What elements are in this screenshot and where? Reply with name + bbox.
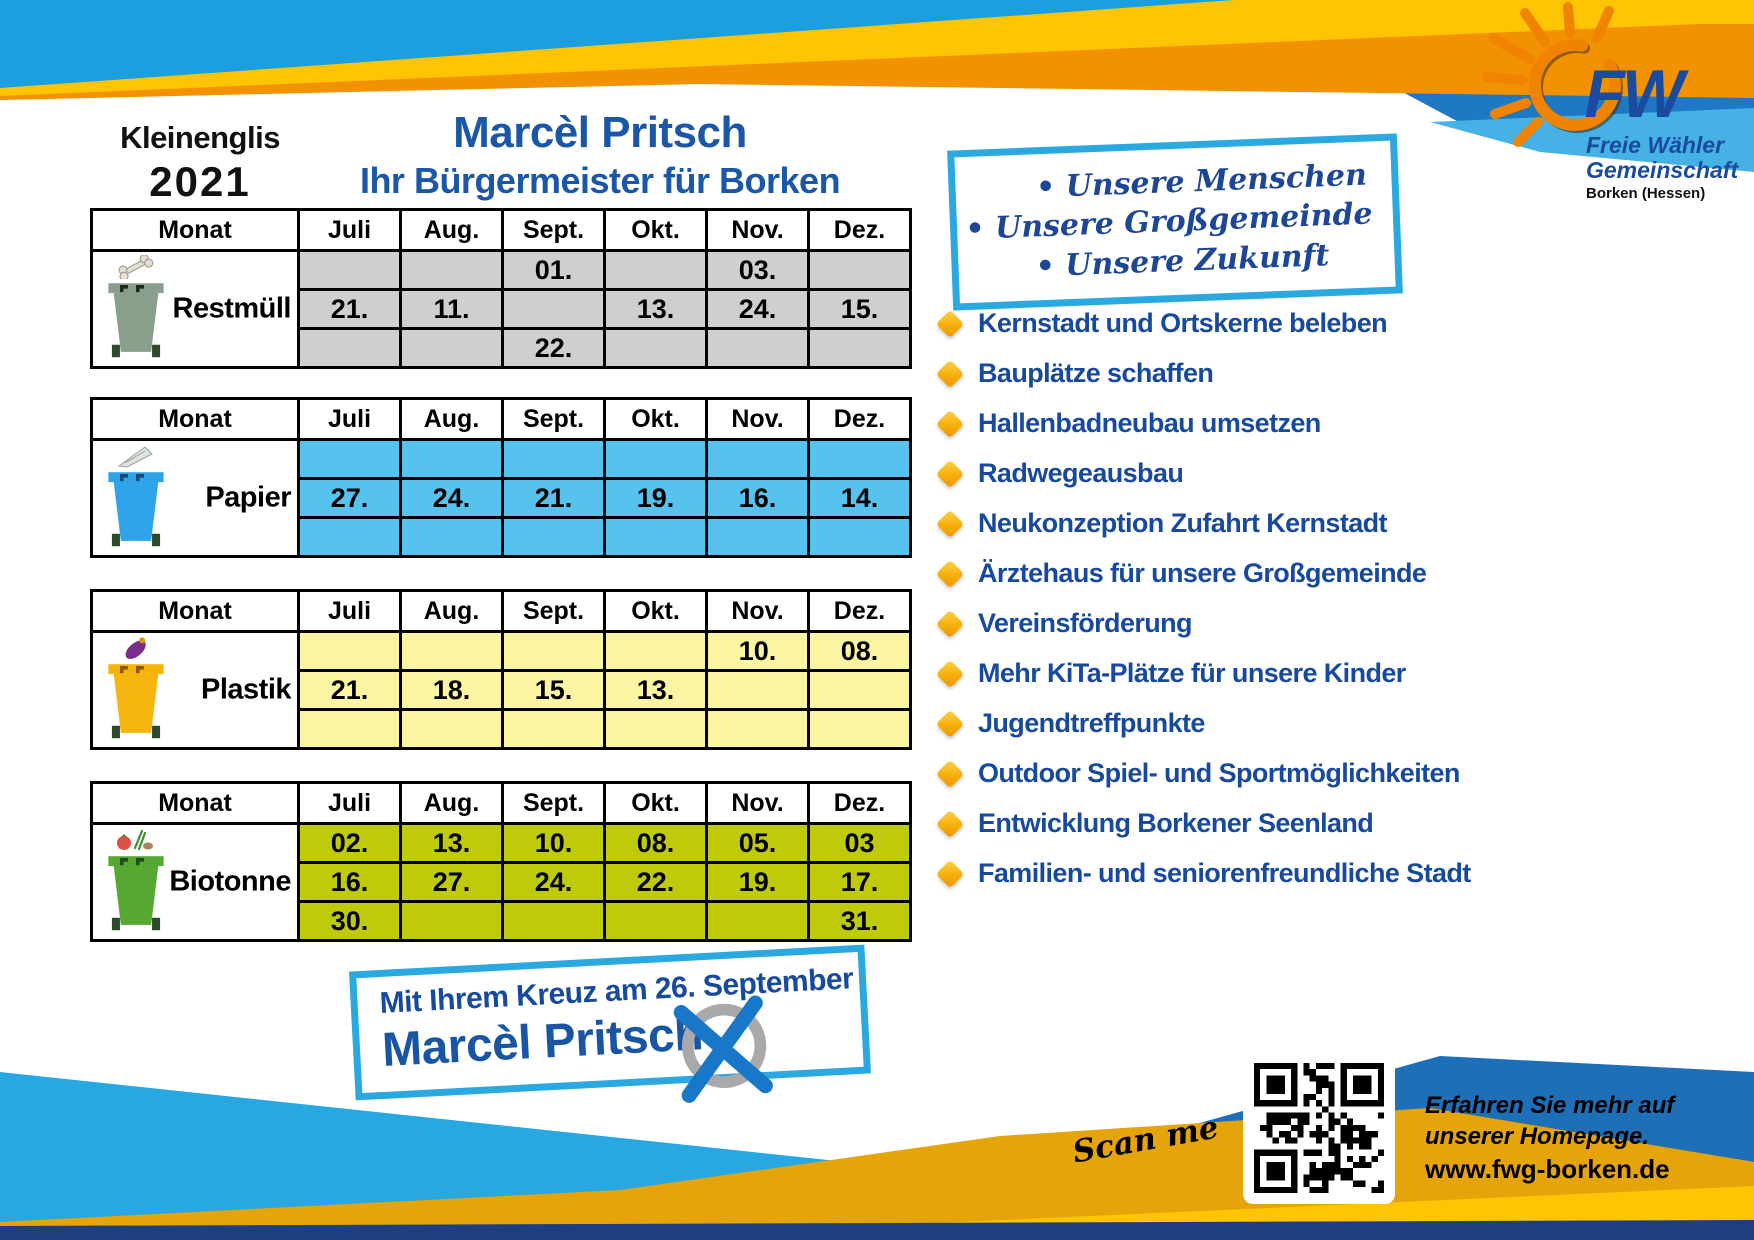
date-cell xyxy=(708,330,807,366)
issue-text: Hallenbadneubau umsetzen xyxy=(978,408,1321,438)
date-cell: 18. xyxy=(402,672,501,708)
issue-text: Ärztehaus für unsere Großgemeinde xyxy=(978,558,1427,588)
issue-text: Outdoor Spiel- und Sportmöglichkeiten xyxy=(978,758,1460,788)
diamond-bullet-icon xyxy=(936,859,964,887)
issue-item xyxy=(940,308,1520,339)
date-cell: 16. xyxy=(300,864,399,900)
slogan-line: • Unsere Zukunft xyxy=(1035,237,1330,286)
date-cell xyxy=(504,633,603,669)
month-header: Aug. xyxy=(402,400,501,438)
diamond-bullet-icon xyxy=(936,359,964,387)
month-header: Dez. xyxy=(810,211,909,249)
diamond-bullet-icon xyxy=(936,709,964,737)
date-cell: 17. xyxy=(810,864,909,900)
month-header: Sept. xyxy=(504,211,603,249)
cta-line2: Marcèl Pritsch xyxy=(380,1007,705,1077)
biotonne-bin-icon xyxy=(103,847,169,935)
month-header: Sept. xyxy=(504,400,603,438)
date-cell xyxy=(708,672,807,708)
date-cell xyxy=(402,903,501,939)
date-cell xyxy=(402,633,501,669)
date-cell xyxy=(708,903,807,939)
bin-label: Biotonne xyxy=(169,865,291,898)
date-cell: 03 xyxy=(810,825,909,861)
homepage-url: www.fwg-borken.de xyxy=(1425,1154,1670,1185)
date-cell: 24. xyxy=(708,291,807,327)
date-cell: 05. xyxy=(708,825,807,861)
date-cell: 27. xyxy=(300,480,399,516)
issue-text: Radwegeausbau xyxy=(978,458,1184,488)
bin-cell xyxy=(93,825,297,939)
calendar-table-papier xyxy=(90,397,912,558)
date-cell: 19. xyxy=(606,480,705,516)
date-cell xyxy=(300,441,399,477)
month-column-header: Monat xyxy=(93,784,297,822)
date-cell xyxy=(606,711,705,747)
diamond-bullet-icon xyxy=(936,409,964,437)
month-header: Nov. xyxy=(708,211,807,249)
bin-cell xyxy=(93,252,297,366)
month-header: Aug. xyxy=(402,784,501,822)
date-cell: 19. xyxy=(708,864,807,900)
month-column-header: Monat xyxy=(93,211,297,249)
month-header: Aug. xyxy=(402,211,501,249)
fw-org-city: Borken (Hessen) xyxy=(1586,184,1706,202)
date-cell xyxy=(606,519,705,555)
calendar-table-restmuell xyxy=(90,208,912,369)
date-cell xyxy=(606,330,705,366)
issue-text: Neukonzeption Zufahrt Kernstadt xyxy=(978,508,1387,538)
date-cell xyxy=(504,903,603,939)
month-header: Nov. xyxy=(708,784,807,822)
date-cell: 24. xyxy=(402,480,501,516)
date-cell: 15. xyxy=(504,672,603,708)
scan-me-label: Scan me xyxy=(1069,1109,1222,1171)
date-cell xyxy=(708,711,807,747)
date-cell: 16. xyxy=(708,480,807,516)
bin-label: Restmüll xyxy=(172,292,291,325)
ballot-cross-icon xyxy=(654,978,791,1115)
month-header: Juli xyxy=(300,784,399,822)
date-cell: 13. xyxy=(606,291,705,327)
month-header: Sept. xyxy=(504,784,603,822)
fw-org-line2: Gemeinschaft xyxy=(1586,156,1739,183)
bin-cell xyxy=(93,441,297,555)
date-cell xyxy=(810,672,909,708)
month-column-header: Monat xyxy=(93,400,297,438)
date-cell xyxy=(810,441,909,477)
month-header: Juli xyxy=(300,211,399,249)
issue-text: Kernstadt und Ortskerne beleben xyxy=(978,308,1387,338)
issue-text: Mehr KiTa-Plätze für unsere Kinder xyxy=(978,658,1406,688)
date-cell xyxy=(810,711,909,747)
month-header: Dez. xyxy=(810,784,909,822)
calendar-table-biotonne xyxy=(90,781,912,942)
month-header: Aug. xyxy=(402,592,501,630)
date-cell: 22. xyxy=(504,330,603,366)
place-name: Kleinenglis xyxy=(120,120,280,155)
diamond-bullet-icon xyxy=(936,559,964,587)
diamond-bullet-icon xyxy=(936,809,964,837)
date-cell: 15. xyxy=(810,291,909,327)
fw-logo-text: FW xyxy=(1584,56,1682,132)
bin-label: Plastik xyxy=(201,673,291,706)
page-title: Marcèl Pritsch xyxy=(453,108,747,157)
issue-text: Familien- und seniorenfreundliche Stadt xyxy=(978,858,1471,888)
date-cell: 10. xyxy=(708,633,807,669)
month-header: Juli xyxy=(300,592,399,630)
issue-text: Entwicklung Borkener Seenland xyxy=(978,808,1374,838)
page-subtitle: Ihr Bürgermeister für Borken xyxy=(359,160,841,201)
month-header: Okt. xyxy=(606,784,705,822)
issue-list xyxy=(940,308,1520,889)
date-cell: 11. xyxy=(402,291,501,327)
bin-label: Papier xyxy=(205,481,291,514)
homepage-line1: Erfahren Sie mehr auf xyxy=(1425,1092,1675,1119)
date-cell xyxy=(810,330,909,366)
qr-code xyxy=(1243,1052,1395,1204)
place-block xyxy=(92,120,308,206)
date-cell xyxy=(606,903,705,939)
issue-item xyxy=(940,658,1520,689)
date-cell: 02. xyxy=(300,825,399,861)
date-cell xyxy=(708,519,807,555)
papier-bin-icon xyxy=(103,463,169,551)
date-cell: 01. xyxy=(504,252,603,288)
diamond-bullet-icon xyxy=(936,309,964,337)
cta-sign xyxy=(349,945,871,1101)
slogan-line: • Unsere Menschen xyxy=(1035,156,1367,206)
diamond-bullet-icon xyxy=(936,509,964,537)
issue-item xyxy=(940,758,1520,789)
date-cell: 08. xyxy=(810,633,909,669)
date-cell xyxy=(402,330,501,366)
date-cell xyxy=(606,441,705,477)
diamond-bullet-icon xyxy=(936,659,964,687)
issue-item xyxy=(940,358,1520,389)
date-cell xyxy=(810,252,909,288)
month-header: Sept. xyxy=(504,592,603,630)
date-cell: 14. xyxy=(810,480,909,516)
month-header: Dez. xyxy=(810,592,909,630)
issue-item xyxy=(940,608,1520,639)
month-header: Okt. xyxy=(606,400,705,438)
date-cell xyxy=(810,519,909,555)
date-cell xyxy=(708,441,807,477)
date-cell: 13. xyxy=(402,825,501,861)
date-cell: 21. xyxy=(300,291,399,327)
slogan-line: • Unsere Großgemeinde xyxy=(965,196,1373,249)
diamond-bullet-icon xyxy=(936,759,964,787)
slogan-box xyxy=(947,133,1403,310)
date-cell xyxy=(402,252,501,288)
date-cell xyxy=(402,711,501,747)
issue-item xyxy=(940,508,1520,539)
issue-item xyxy=(940,458,1520,489)
issue-item xyxy=(940,408,1520,439)
issue-text: Bauplätze schaffen xyxy=(978,358,1214,388)
date-cell: 10. xyxy=(504,825,603,861)
date-cell: 24. xyxy=(504,864,603,900)
calendar-table-plastik xyxy=(90,589,912,750)
fw-org-block xyxy=(1586,133,1738,202)
month-header: Okt. xyxy=(606,592,705,630)
date-cell: 13. xyxy=(606,672,705,708)
date-cell xyxy=(300,519,399,555)
date-cell xyxy=(606,252,705,288)
issue-item xyxy=(940,808,1520,839)
restmuell-bin-icon xyxy=(103,274,169,362)
homepage-block xyxy=(1425,1090,1674,1187)
diamond-bullet-icon xyxy=(936,459,964,487)
issue-item xyxy=(940,708,1520,739)
diamond-bullet-icon xyxy=(936,609,964,637)
date-cell: 08. xyxy=(606,825,705,861)
issue-item xyxy=(940,858,1520,889)
date-cell: 31. xyxy=(810,903,909,939)
month-header: Dez. xyxy=(810,400,909,438)
date-cell xyxy=(300,633,399,669)
month-header: Nov. xyxy=(708,400,807,438)
date-cell xyxy=(300,711,399,747)
fw-org-line1: Freie Wähler xyxy=(1586,132,1725,158)
date-cell: 03. xyxy=(708,252,807,288)
plastik-bin-icon xyxy=(103,655,169,743)
date-cell xyxy=(300,252,399,288)
issue-item xyxy=(940,558,1520,589)
homepage-line2: unserer Homepage. xyxy=(1425,1123,1650,1151)
date-cell xyxy=(402,441,501,477)
place-year: 2021 xyxy=(149,158,251,205)
month-header: Nov. xyxy=(708,592,807,630)
issue-text: Jugendtreffpunkte xyxy=(978,708,1205,738)
date-cell: 27. xyxy=(402,864,501,900)
month-header: Juli xyxy=(300,400,399,438)
month-column-header: Monat xyxy=(93,592,297,630)
date-cell xyxy=(504,711,603,747)
date-cell: 21. xyxy=(300,672,399,708)
date-cell: 22. xyxy=(606,864,705,900)
cta-line1: Mit Ihrem Kreuz am 26. September xyxy=(378,962,855,1021)
date-cell xyxy=(402,519,501,555)
date-cell xyxy=(504,519,603,555)
date-cell xyxy=(504,291,603,327)
header-block xyxy=(300,108,900,202)
date-cell xyxy=(300,330,399,366)
date-cell: 30. xyxy=(300,903,399,939)
date-cell: 21. xyxy=(504,480,603,516)
month-header: Okt. xyxy=(606,211,705,249)
date-cell xyxy=(504,441,603,477)
issue-text: Vereinsförderung xyxy=(978,608,1192,638)
date-cell xyxy=(606,633,705,669)
bin-cell xyxy=(93,633,297,747)
